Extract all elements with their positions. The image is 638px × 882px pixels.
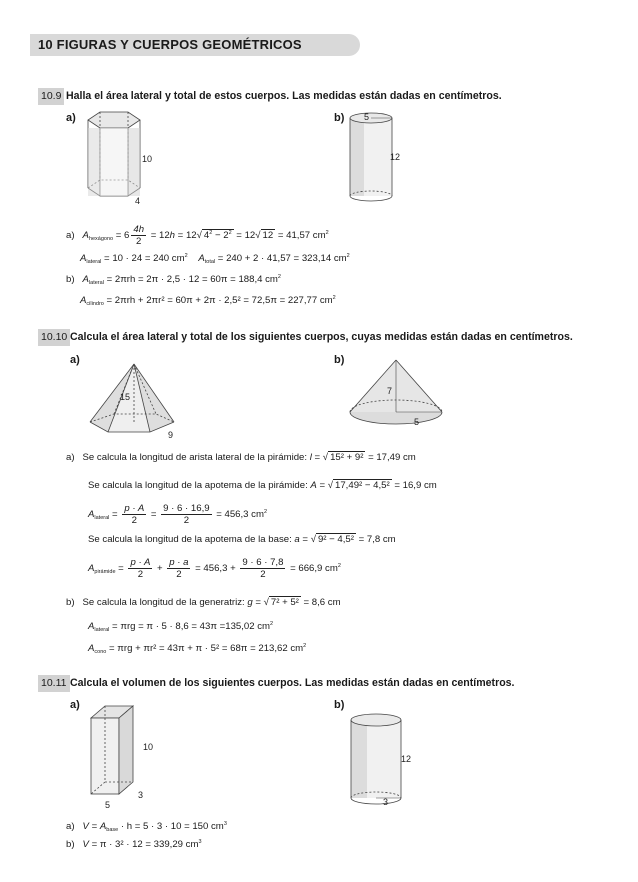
dim-edge: 15 — [120, 392, 131, 402]
solution-line: Se calcula la longitud de la apotema de la base: a = √ 9² − 4,5² = 7,8 cm — [88, 534, 396, 545]
solution-line: $A_{cono} = \pi rg + \pi r^2 = 43\pi + \pi \cdot 5^2 = 68\pi = 213,62$ $cm^2$ — [88, 643, 307, 655]
dim-height: 12 — [390, 152, 401, 162]
solution-line: $A_{lateral} = 10 \cdot 24 = 240$ $cm^2$ $A_{total} = 240 + 2 \cdot 41,57 = 323,14$ $cm^2$ — [80, 253, 350, 265]
part-a-label: a) — [70, 354, 80, 366]
dim-radius: 3 — [383, 797, 389, 807]
dim-side: 4 — [135, 196, 141, 206]
exercise-number: 10.11 — [38, 675, 70, 692]
dim-height: 12 — [401, 754, 412, 764]
dim-height: 7 — [387, 386, 393, 396]
exercise-statement: Calcula el volumen de los siguientes cuerpos. Las medidas están dadas en centímetros. — [70, 677, 515, 689]
cylinder-figure — [340, 108, 410, 208]
part-b-label: b) — [334, 699, 345, 711]
solution-line: b) V = π · 3² · 12 = 339,29 $cm^3$ — [66, 839, 202, 850]
solution-line: b) Se calcula la longitud de la generatriz: g = √ 7² + 5² = 8,6 cm — [66, 597, 341, 608]
solution-line: $A_{pirámide}$ = $\frac{p \cdot A}{2}$ + $\frac{p \cdot a}{2}$ = 456,3 + $\frac{9 \cdot 6 \cdot 7,8}{2}$ = 666,9 $cm^2$ — [88, 557, 341, 580]
rectangular-prism-figure — [85, 702, 175, 812]
hexagonal-pyramid-figure — [80, 360, 200, 445]
dim-height: 10 — [142, 154, 153, 164]
solution-line: $A_{lateral}$ = $\frac{p \cdot A}{2}$ = $\frac{9 \cdot 6 \cdot 16,9}{2}$ = 456,3 $cm^2$ — [88, 503, 268, 526]
dim-height: 10 — [143, 742, 154, 752]
solution-line: a) $A_{hexágono} = 6$ $\frac{4h}{2}$ = 12h = 12√ $4^2 - 2^2 = 12√$ 12 = 41,57 $cm^2$ — [66, 224, 329, 247]
solution-line: $A_{lateral} = \pi rg = \pi \cdot 5 \cdot 8,6 = 43\pi =135,02$ $cm^2$ — [88, 621, 274, 633]
dim-width: 5 — [105, 800, 111, 810]
part-b-label: b) — [334, 354, 345, 366]
dim-radius: 5 — [364, 112, 370, 122]
dim-base: 9 — [168, 430, 174, 440]
dim-radius: 5 — [414, 417, 420, 427]
exercise-statement: Halla el área lateral y total de estos cuerpos. Las medidas están dadas en centímetros. — [66, 90, 502, 102]
hexagonal-prism-figure — [80, 108, 170, 208]
solution-line: a) $V = A_{base} \cdot h = 5 \cdot 3 \cdot 10 = 150$ $cm^3$ — [66, 821, 227, 833]
solution-line: a) Se calcula la longitud de arista lateral de la pirámide: l = √ 15² + 9² = 17,49 cm — [66, 452, 416, 463]
page-title: 10 FIGURAS Y CUERPOS GEOMÉTRICOS — [38, 37, 302, 52]
solution-line: Se calcula la longitud de la apotema de la pirámide: A = √ 17,49² − 4,5² = 16,9 cm — [88, 480, 437, 491]
cylinder-figure — [345, 712, 425, 812]
part-a-label: a) — [70, 699, 80, 711]
exercise-statement: Calcula el área lateral y total de los siguientes cuerpos, cuyas medidas están dadas en centímetros. — [70, 331, 573, 343]
dim-depth: 3 — [138, 790, 144, 800]
exercise-number: 10.9 — [38, 88, 64, 105]
solution-line: b) $A_{lateral} = 2\pi rh = 2\pi \cdot 2,5 \cdot 12 = 60\pi = 188,4$ $cm^2$ — [66, 274, 281, 286]
cone-figure — [346, 356, 446, 431]
solution-line: $A_{cilindro} = 2\pi rh + 2\pi r^2 = 60\pi + 2\pi \cdot 2,5^2 = 72,5\pi = 227,77$ $cm^2$ — [80, 295, 336, 307]
part-b-label: b) — [334, 112, 345, 124]
exercise-number: 10.10 — [38, 329, 70, 346]
part-a-label: a) — [66, 112, 76, 124]
